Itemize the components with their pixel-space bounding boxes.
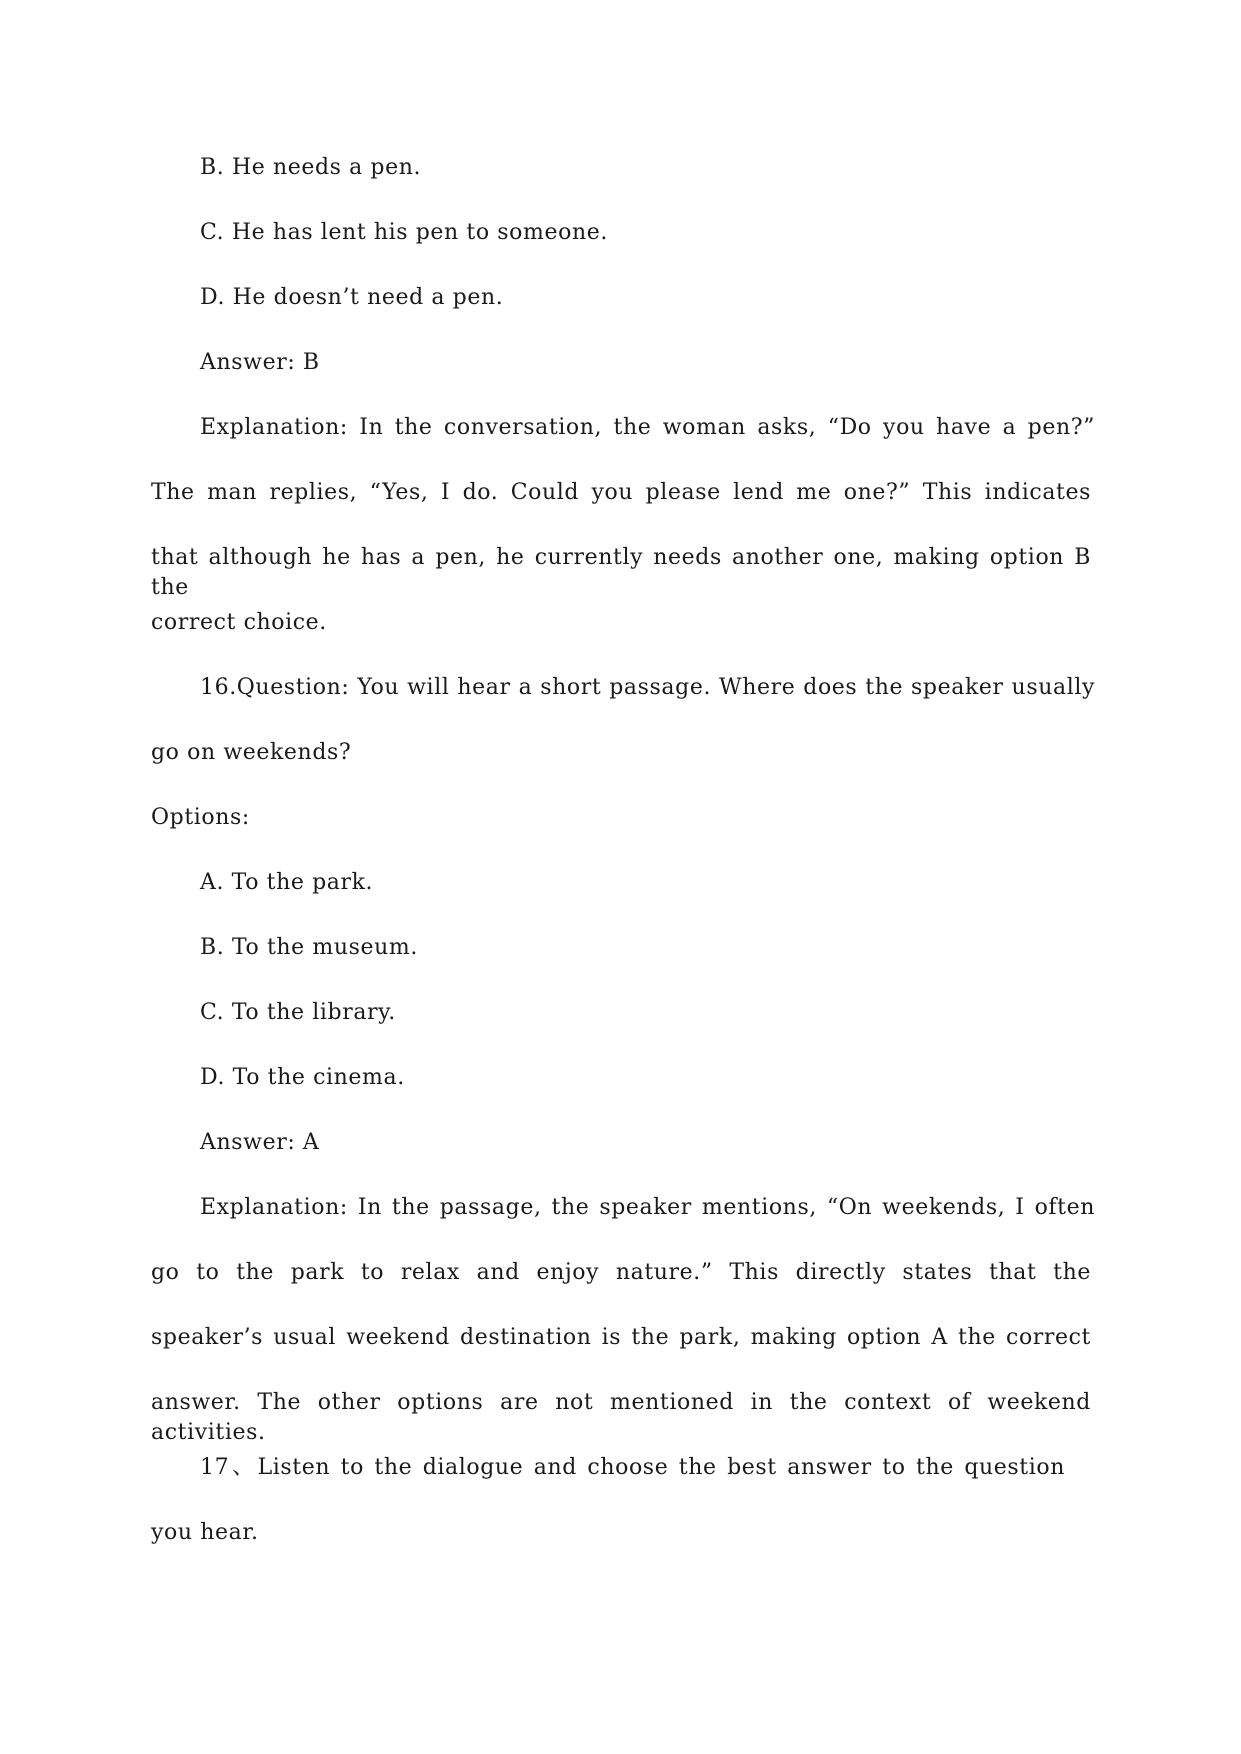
option-a-text: A. To the park. — [200, 870, 374, 895]
options-label: Options: — [151, 805, 250, 830]
question-16-line-1: 16.Question: You will hear a short passage. Where does the speaker usually — [200, 675, 1095, 700]
option-c-text: C. To the library. — [200, 1000, 396, 1025]
option-b-text: B. He needs a pen. — [200, 155, 422, 180]
explanation-line-1: Explanation: In the passage, the speaker mentions, “On weekends, I often — [200, 1195, 1095, 1220]
explanation-line-2: go to the park to relax and enjoy nature.” This directly states that the — [151, 1260, 1091, 1285]
explanation-line-4: correct choice. — [151, 610, 327, 635]
explanation-line-1: Explanation: In the conversation, the woman asks, “Do you have a pen?” — [200, 415, 1095, 440]
option-d-text: D. To the cinema. — [200, 1065, 405, 1090]
explanation-line-3: speaker’s usual weekend destination is the park, making option A the correct — [151, 1325, 1091, 1350]
explanation-line-2: The man replies, “Yes, I do. Could you please lend me one?” This indicates — [151, 480, 1091, 505]
question-16-line-2: go on weekends? — [151, 740, 352, 765]
option-d-text: D. He doesn’t need a pen. — [200, 285, 504, 310]
explanation-line-4: answer. The other options are not mentioned in the context of weekend activities. — [151, 1390, 1091, 1445]
explanation-line-3: that although he has a pen, he currently needs another one, making option B the — [151, 545, 1091, 600]
answer-text: Answer: B — [200, 350, 320, 375]
option-c-text: C. He has lent his pen to someone. — [200, 220, 608, 245]
option-b-text: B. To the museum. — [200, 935, 418, 960]
question-17-line-1: 17、Listen to the dialogue and choose the best answer to the question — [200, 1455, 1065, 1480]
question-17-line-2: you hear. — [151, 1520, 259, 1545]
answer-text: Answer: A — [200, 1130, 320, 1155]
